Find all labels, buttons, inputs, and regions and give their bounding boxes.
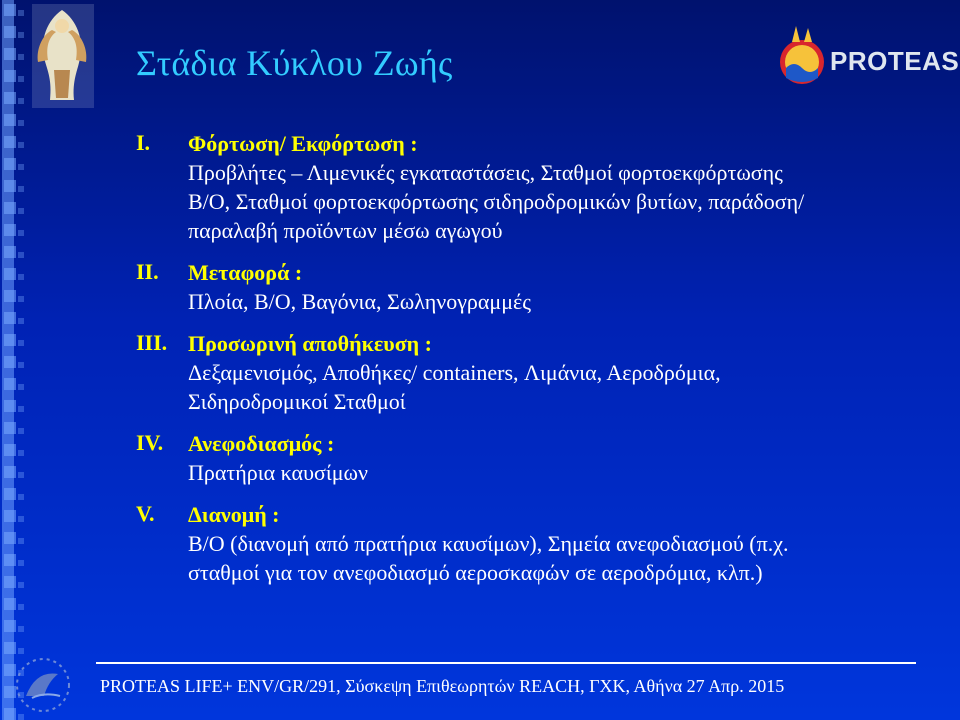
decorative-square [4, 4, 16, 16]
list-item [136, 430, 936, 487]
decorative-square [4, 136, 16, 148]
decorative-square [18, 604, 24, 610]
decorative-square [18, 648, 24, 654]
decorative-square [4, 202, 16, 214]
decorative-square [4, 466, 16, 478]
list-item [136, 501, 936, 587]
decorative-square [4, 554, 16, 566]
decorative-square [18, 186, 24, 192]
item-number: III. [136, 330, 168, 355]
decorative-square [4, 246, 16, 258]
decorative-square [4, 290, 16, 302]
decorative-square [18, 296, 24, 302]
item-number: IV. [136, 430, 164, 455]
decorative-square [4, 180, 16, 192]
decorative-square [4, 224, 16, 236]
list-item [136, 259, 936, 316]
decorative-square [4, 642, 16, 654]
decorative-square [18, 340, 24, 346]
item-heading: Μεταφορά : [188, 260, 303, 285]
decorative-square [4, 422, 16, 434]
life-program-logo-icon [14, 656, 72, 714]
decorative-square [4, 158, 16, 170]
decorative-square [18, 626, 24, 632]
lifecycle-stages-list [136, 130, 936, 601]
decorative-square [4, 114, 16, 126]
decorative-square [18, 120, 24, 126]
decorative-square [18, 560, 24, 566]
decorative-square [4, 378, 16, 390]
decorative-square [4, 510, 16, 522]
item-heading: Ανεφοδιασμός : [188, 431, 335, 456]
decorative-square [18, 450, 24, 456]
decorative-square [4, 598, 16, 610]
list-item [136, 330, 936, 416]
decorative-square [4, 488, 16, 500]
decorative-square [18, 274, 24, 280]
decorative-square [4, 312, 16, 324]
item-line: σταθμοί για τον ανεφοδιασμό αεροσκαφών σε αεροδρόμια, κλπ.) [188, 560, 763, 585]
decorative-square [18, 318, 24, 324]
decorative-square [4, 70, 16, 82]
decorative-square [18, 472, 24, 478]
item-line: Πλοία, Β/Ο, Βαγόνια, Σωληνογραμμές [188, 289, 531, 314]
item-line: παραλαβή προϊόντων μέσω αγωγού [188, 218, 503, 243]
item-number: V. [136, 501, 155, 526]
decorative-square [4, 532, 16, 544]
item-line: Προβλήτες – Λιμενικές εγκαταστάσεις, Σταθμοί φορτοεκφόρτωσης [188, 160, 783, 185]
decorative-square [18, 582, 24, 588]
item-number: I. [136, 130, 151, 155]
decorative-square [4, 356, 16, 368]
item-number: II. [136, 259, 159, 284]
item-line: Β/Ο (διανομή από πρατήρια καυσίμων), Σημεία ανεφοδιασμού (π.χ. [188, 531, 789, 556]
decorative-square [4, 26, 16, 38]
decorative-square [18, 384, 24, 390]
decorative-square [4, 92, 16, 104]
item-heading: Προσωρινή αποθήκευση : [188, 331, 432, 356]
decorative-square [18, 538, 24, 544]
decorative-square [4, 400, 16, 412]
list-item [136, 130, 936, 245]
item-heading: Διανομή : [188, 502, 280, 527]
decorative-square [18, 428, 24, 434]
item-line: Σιδηροδρομικοί Σταθμοί [188, 389, 406, 414]
decorative-square [4, 444, 16, 456]
item-line: Β/Ο, Σταθμοί φορτοεκφόρτωσης σιδηροδρομικών βυτίων, παράδοση/ [188, 189, 805, 214]
university-logo-icon [22, 0, 102, 112]
decorative-square [4, 334, 16, 346]
decorative-square [18, 494, 24, 500]
proteas-logo-text: PROTEAS [830, 46, 960, 76]
decorative-square [18, 142, 24, 148]
page-title: Στάδια Κύκλου Ζωής [136, 43, 453, 83]
decorative-square [4, 576, 16, 588]
decorative-square [18, 208, 24, 214]
item-heading: Φόρτωση/ Εκφόρτωση : [188, 131, 418, 156]
decorative-square [18, 252, 24, 258]
decorative-square [4, 268, 16, 280]
decorative-square [4, 620, 16, 632]
item-line: Πρατήρια καυσίμων [188, 460, 368, 485]
decorative-square [18, 516, 24, 522]
footer-divider [96, 662, 916, 664]
item-line: Δεξαμενισμός, Αποθήκες/ containers, Λιμάνια, Αεροδρόμια, [188, 360, 721, 385]
footer-text: PROTEAS LIFE+ ENV/GR/291, Σύσκεψη Επιθεωρητών REACH, ΓΧΚ, Αθήνα 27 Απρ. 2015 [100, 676, 785, 696]
decorative-square [4, 48, 16, 60]
decorative-square [18, 406, 24, 412]
decorative-square [18, 362, 24, 368]
decorative-square [18, 714, 24, 720]
decorative-square [18, 164, 24, 170]
decorative-square [18, 230, 24, 236]
